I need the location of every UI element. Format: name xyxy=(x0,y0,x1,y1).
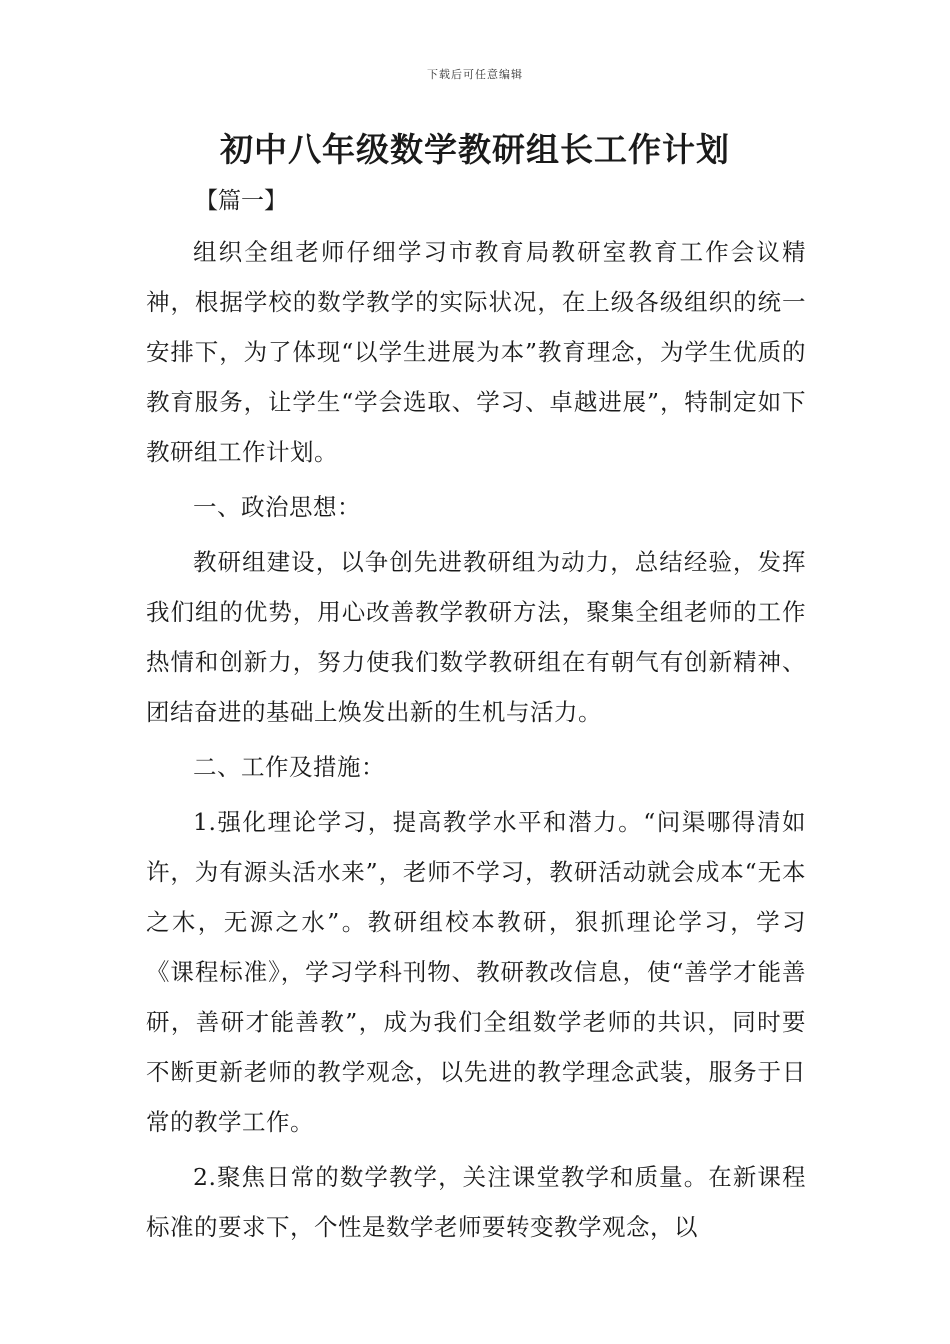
header-note: 下载后可任意编辑 xyxy=(427,68,523,81)
paragraph-measure-2: 2.聚焦日常的数学教学，关注课堂教学和质量。在新课程标准的要求下，个性是数学老师要转变教学观念，以 xyxy=(146,1163,806,1241)
heading-measures: 二、工作及措施： xyxy=(193,753,385,781)
section-label: 【篇一】 xyxy=(195,188,287,214)
paragraph-politics: 教研组建设，以争创先进教研组为动力，总结经验，发挥我们组的优势，用心改善教学教研方法，聚集全组老师的工作热情和创新力，努力使我们数学教研组在有朝气有创新精神、团结奋进的基础上焕发出新的生机与活力。 xyxy=(146,548,806,726)
document-body xyxy=(146,227,806,1257)
paragraph-measure-1: 1.强化理论学习，提高教学水平和潜力。“问渠哪得清如许，为有源头活水来”，老师不学习，教研活动就会成本“无本之木，无源之水”。教研组校本教研，狠抓理论学习，学习《课程标准》，学习学科刊物、教研教改信息，使“善学才能善研，善研才能善教”，成为我们全组数学老师的共识，同时要不断更新老师的教学观念，以先进的教学理念武装，服务于日常的教学工作。 xyxy=(146,808,806,1136)
document-title: 初中八年级数学教研组长工作计划 xyxy=(220,130,730,169)
heading-politics: 一、政治思想： xyxy=(193,493,361,521)
paragraph-intro: 组织全组老师仔细学习市教育局教研室教育工作会议精神，根据学校的数学教学的实际状况，在上级各级组织的统一安排下，为了体现“以学生进展为本”教育理念，为学生优质的教育服务，让学生“学会选取、学习、卓越进展”，特制定如下教研组工作计划。 xyxy=(146,238,806,466)
